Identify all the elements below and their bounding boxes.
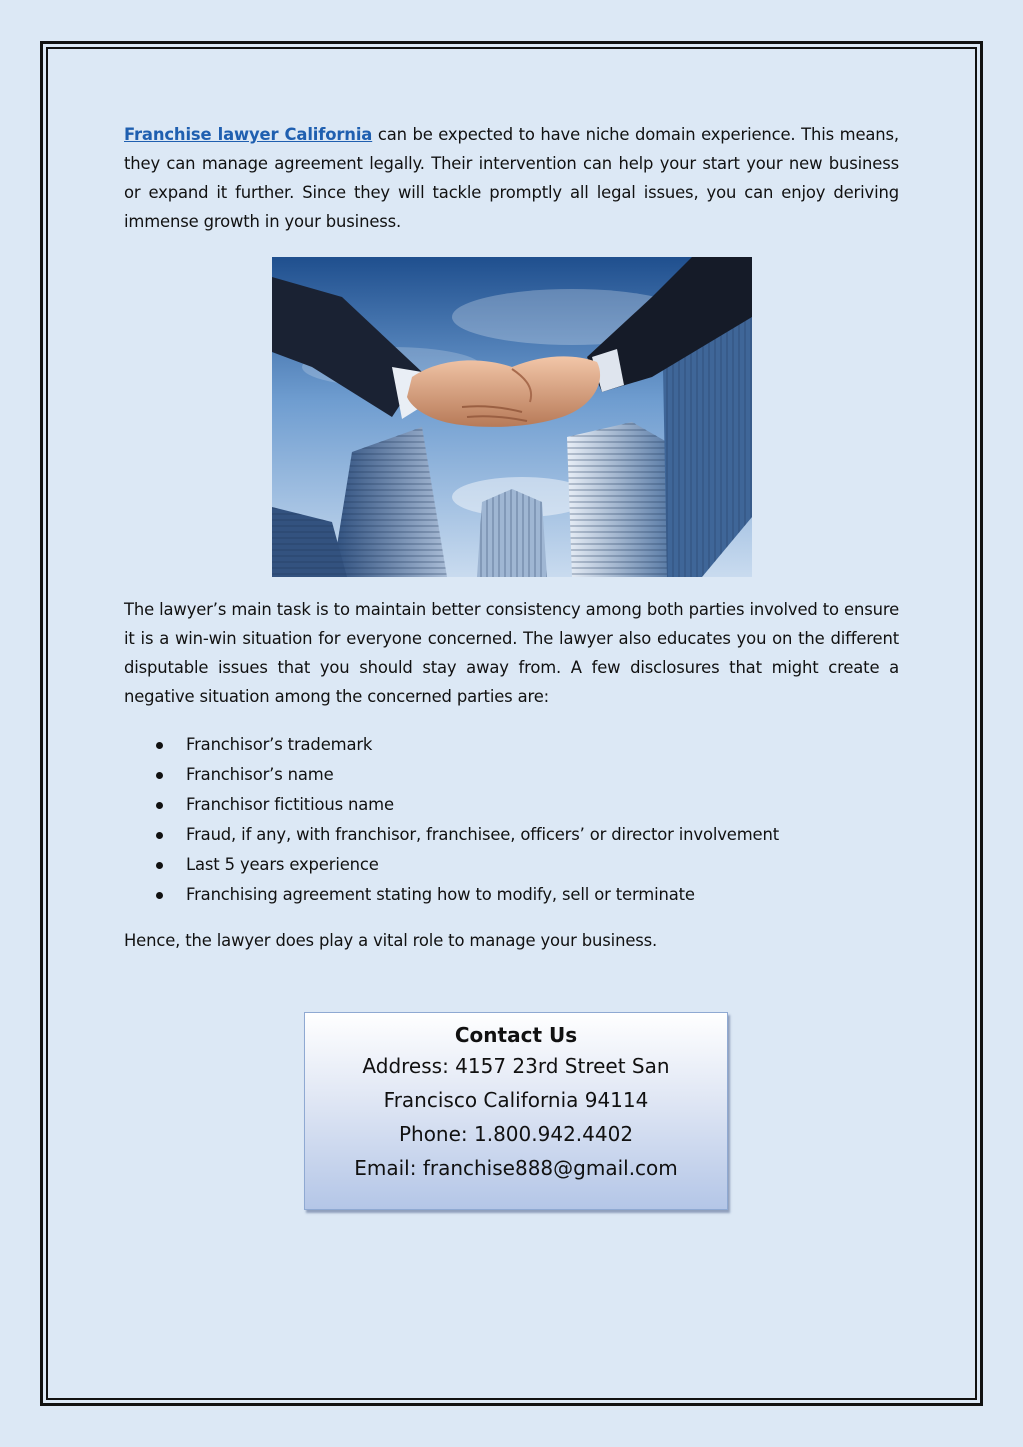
list-item-text: Franchising agreement stating how to modify, sell or terminate [186, 885, 695, 904]
bullet-icon [156, 802, 163, 809]
contact-address-line2: Francisco California 94114 [383, 1088, 649, 1112]
main-task-paragraph-block [124, 595, 899, 711]
handshake-skyscrapers-image [272, 257, 752, 577]
list-item [124, 730, 899, 760]
list-item-text: Fraud, if any, with franchisor, franchisee, officers’ or director involvement [186, 825, 779, 844]
conclusion-paragraph-block [124, 926, 899, 955]
list-item-text: Franchisor’s trademark [186, 735, 373, 754]
list-item-text: Franchisor fictitious name [186, 795, 394, 814]
intro-paragraph-text: can be expected to have niche domain experience. This means, they can manage agreement legally. Their intervention can help your start your new business or expand it further. Since they will tackle promptly all legal issues, you can enjoy deriving immense growth in your business. [124, 125, 899, 231]
disclosures-list [124, 730, 899, 910]
intro-paragraph [124, 120, 899, 236]
list-item-text: Last 5 years experience [186, 855, 379, 874]
list-item [124, 850, 899, 880]
bullet-icon [156, 742, 163, 749]
contact-title: Contact Us [454, 1023, 578, 1047]
list-item [124, 790, 899, 820]
contact-address-line1: Address: 4157 23rd Street San [362, 1054, 670, 1078]
intro-paragraph-block [124, 120, 899, 236]
bullet-icon [156, 862, 163, 869]
list-item [124, 820, 899, 850]
list-item [124, 760, 899, 790]
contact-email: Email: franchise888@gmail.com [354, 1156, 678, 1180]
contact-phone: Phone: 1.800.942.4402 [398, 1122, 634, 1146]
main-task-paragraph: The lawyer’s main task is to maintain better consistency among both parties involved to ensure it is a win-win situation for everyone concerned. The lawyer also educates you on the different disputable issues that you should stay away from. A few disclosures that might create a negative situation among the concerned parties are: [124, 600, 899, 706]
list-item-text: Franchisor’s name [186, 765, 334, 784]
list-item [124, 880, 899, 910]
franchise-lawyer-link[interactable]: Franchise lawyer California [124, 125, 373, 144]
bullet-icon [156, 832, 163, 839]
conclusion-paragraph: Hence, the lawyer does play a vital role to manage your business. [124, 931, 658, 950]
contact-box [304, 1012, 728, 1210]
bullet-icon [156, 892, 163, 899]
bullet-icon [156, 772, 163, 779]
